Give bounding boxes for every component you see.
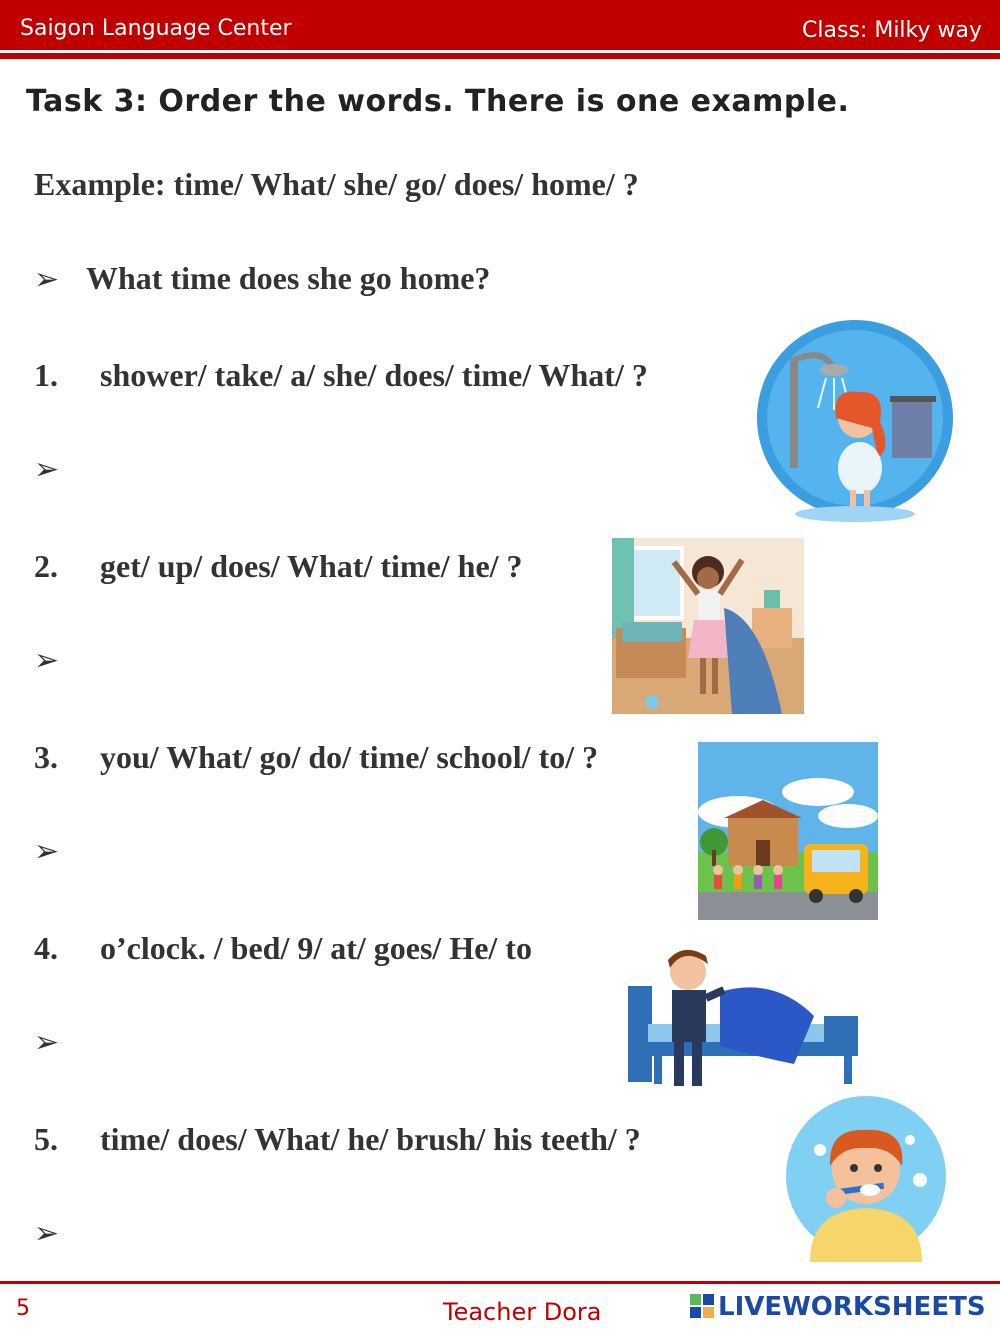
answer-arrow-icon: ➢ (34, 835, 60, 868)
answer-field-1[interactable] (84, 448, 724, 492)
question-number: 2. (34, 548, 58, 584)
school-name: Saigon Language Center (20, 16, 292, 41)
answer-arrow-icon: ➢ (34, 1217, 60, 1250)
brand-text: LIVEWORKSHEETS (718, 1292, 986, 1322)
question-words: shower/ take/ a/ she/ does/ time/ What/ ? (100, 357, 648, 393)
task-title: Task 3: Order the words. There is one example. (26, 84, 850, 119)
question-words: you/ What/ go/ do/ time/ school/ to/ ? (100, 739, 599, 775)
answer-arrow-icon: ➢ (34, 644, 60, 677)
boy-brushing-teeth-image (780, 1090, 952, 1262)
liveworksheets-logo[interactable] (690, 1292, 986, 1322)
girl-waking-up-image (612, 538, 804, 714)
question-number: 5. (34, 1121, 58, 1157)
answer-field-3[interactable] (84, 830, 684, 874)
question-words: get/ up/ does/ What/ time/ he/ ? (100, 548, 523, 584)
question-3 (34, 739, 598, 776)
example-prompt: Example: time/ What/ she/ go/ does/ home/ ? (34, 166, 639, 202)
boy-bed-image (624, 946, 864, 1094)
answer-field-5[interactable] (84, 1212, 744, 1256)
question-2 (34, 548, 523, 585)
question-words: time/ does/ What/ he/ brush/ his teeth/ ? (100, 1121, 641, 1157)
example-answer: What time does she go home? (86, 260, 491, 296)
teacher-name: Teacher Dora (443, 1298, 602, 1326)
question-words: o’clock. / bed/ 9/ at/ goes/ He/ to (100, 930, 532, 966)
school-bus-image (698, 742, 878, 920)
answer-field-2[interactable] (84, 639, 604, 683)
header-bar (0, 0, 1000, 50)
page-number: 5 (16, 1296, 30, 1321)
answer-field-4[interactable] (84, 1021, 604, 1065)
shower-girl-image (752, 318, 958, 524)
question-4 (34, 930, 532, 967)
question-number: 3. (34, 739, 58, 775)
footer-divider (0, 1281, 1000, 1284)
question-number: 4. (34, 930, 58, 966)
question-5 (34, 1121, 641, 1158)
liveworksheets-icon (690, 1294, 714, 1318)
question-number: 1. (34, 357, 58, 393)
answer-arrow-icon: ➢ (34, 453, 60, 486)
example-arrow-icon: ➢ (34, 263, 60, 296)
question-1 (34, 357, 648, 394)
header-divider (0, 53, 1000, 59)
answer-arrow-icon: ➢ (34, 1026, 60, 1059)
class-label: Class: Milky way (802, 18, 982, 43)
